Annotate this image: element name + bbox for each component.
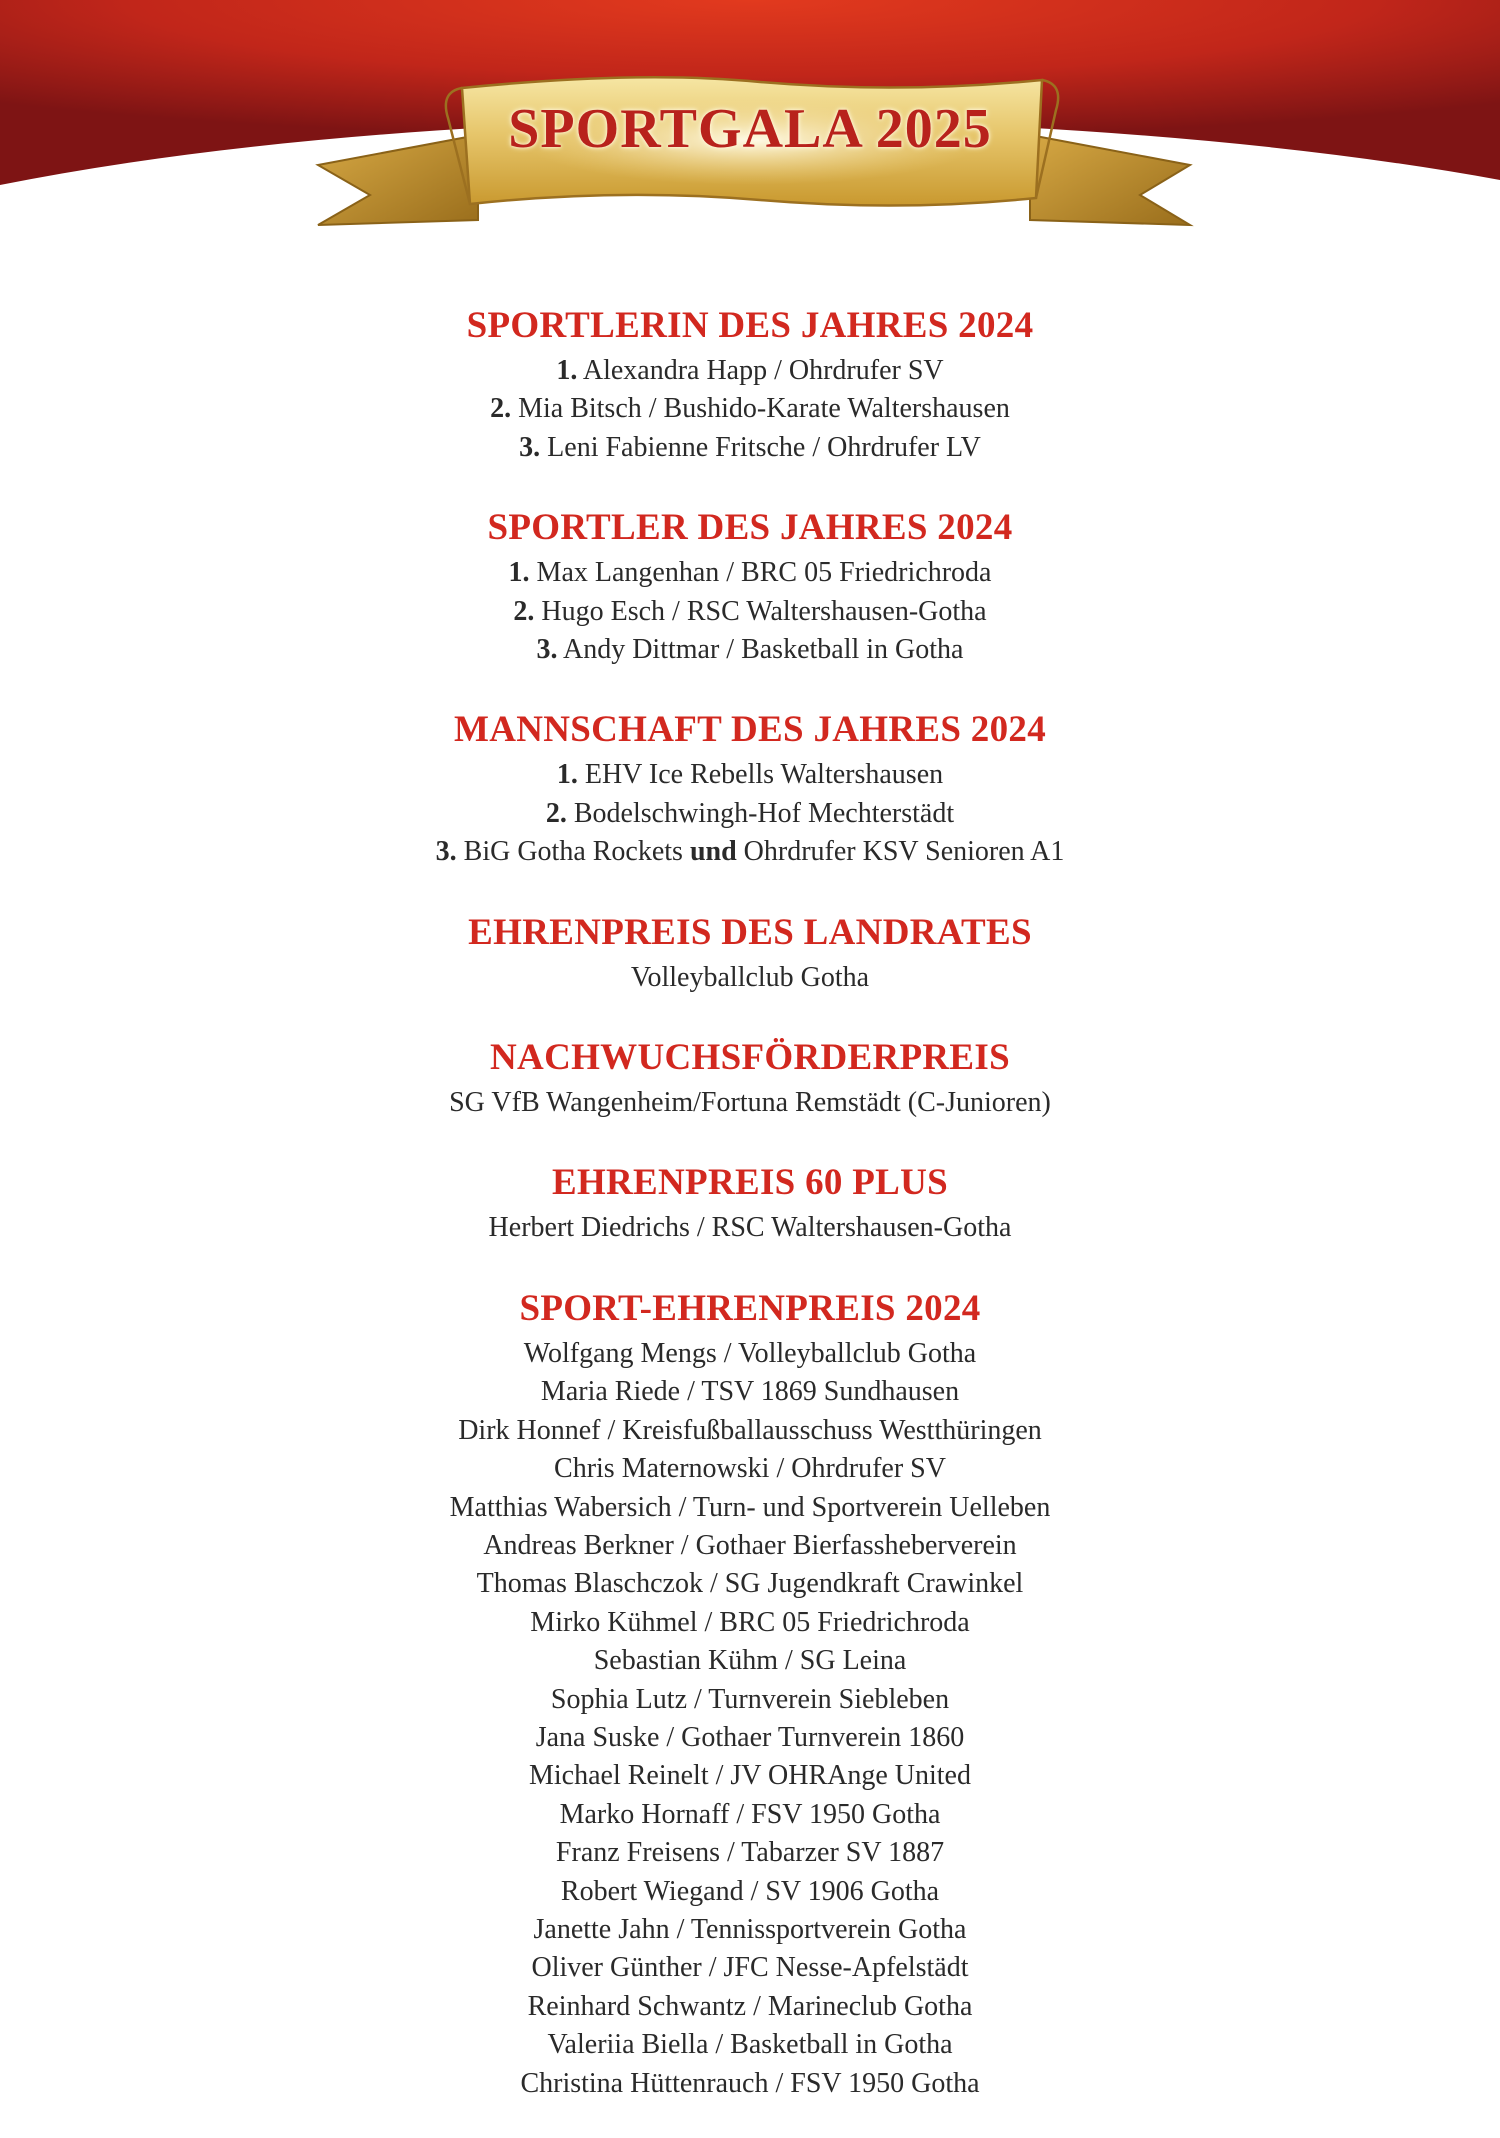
section-ehrenpreis-landrat bbox=[0, 907, 1500, 997]
list-item: Matthias Wabersich / Turn- und Sportverein Uelleben bbox=[449, 1491, 1051, 1523]
list-item: Janette Jahn / Tennissportverein Gotha bbox=[533, 1913, 967, 1945]
list-item: Valeriia Biella / Basketball in Gotha bbox=[547, 2029, 953, 2061]
list-item: Volleyballclub Gotha bbox=[630, 961, 870, 993]
section-nachwuchs bbox=[0, 1032, 1500, 1122]
list-item bbox=[0, 795, 1500, 833]
list-item: Maria Riede / TSV 1869 Sundhausen bbox=[540, 1376, 960, 1408]
list-item: Dirk Honnef / Kreisfußballausschuss Westthüringen bbox=[458, 1414, 1042, 1446]
entry-text: Hugo Esch / RSC Waltershausen-Gotha bbox=[541, 595, 987, 627]
entry-text: Andy Dittmar / Basketball in Gotha bbox=[562, 634, 964, 666]
entry-text: Bodelschwingh-Hof Mechterstädt bbox=[573, 797, 955, 829]
rank-number: 2. bbox=[513, 595, 535, 627]
entry-text: BiG Gotha Rockets bbox=[463, 836, 683, 868]
page-title: SPORTGALA 2025 bbox=[508, 98, 992, 160]
rank-number: 1. bbox=[556, 759, 578, 791]
list-item bbox=[0, 833, 1500, 871]
list-item: Christina Hüttenrauch / FSV 1950 Gotha bbox=[520, 2067, 980, 2099]
list-item: Oliver Günther / JFC Nesse-Apfelstädt bbox=[531, 1952, 969, 1984]
section-title: SPORTLERIN DES JAHRES 2024 bbox=[466, 305, 1034, 346]
list-item: Sebastian Kühm / SG Leina bbox=[593, 1645, 907, 1677]
section-title: SPORTLER DES JAHRES 2024 bbox=[487, 507, 1013, 549]
section-title: EHRENPREIS 60 PLUS bbox=[551, 1162, 949, 1204]
list-item: Andreas Berkner / Gothaer Bierfassheberverein bbox=[483, 1529, 1017, 1561]
list-item bbox=[0, 593, 1500, 631]
list-item: Michael Reinelt / JV OHRAnge United bbox=[529, 1760, 971, 1792]
list-item: Reinhard Schwantz / Marineclub Gotha bbox=[527, 1990, 973, 2022]
rank-number: 2. bbox=[490, 393, 512, 425]
list-item: Mirko Kühmel / BRC 05 Friedrichroda bbox=[530, 1606, 970, 1638]
rank-number: 2. bbox=[545, 797, 567, 829]
list-item: SG VfB Wangenheim/Fortuna Remstädt (C-Junioren) bbox=[449, 1087, 1051, 1119]
rank-number: 3. bbox=[519, 431, 541, 463]
list-item: Robert Wiegand / SV 1906 Gotha bbox=[560, 1875, 940, 1907]
rank-number: 3. bbox=[536, 634, 558, 666]
section-sportler bbox=[0, 502, 1500, 669]
section-60-plus bbox=[0, 1157, 1500, 1247]
list-item: Chris Maternowski / Ohrdrufer SV bbox=[554, 1453, 946, 1485]
list-item: Jana Suske / Gothaer Turnverein 1860 bbox=[535, 1721, 965, 1753]
awards-list bbox=[0, 300, 1500, 2138]
list-item: Sophia Lutz / Turnverein Siebleben bbox=[550, 1683, 950, 1715]
list-item bbox=[0, 756, 1500, 794]
entry-text: Leni Fabienne Fritsche / Ohrdrufer LV bbox=[547, 431, 981, 463]
section-title: SPORT-EHRENPREIS 2024 bbox=[519, 1287, 981, 1329]
list-item bbox=[0, 554, 1500, 592]
section-sportlerin bbox=[0, 300, 1500, 467]
rank-number: 3. bbox=[435, 836, 457, 868]
section-title: EHRENPREIS DES LANDRATES bbox=[468, 911, 1032, 953]
list-item: Franz Freisens / Tabarzer SV 1887 bbox=[555, 1837, 945, 1869]
list-item bbox=[0, 631, 1500, 669]
rank-number: 1. bbox=[508, 557, 530, 589]
list-item bbox=[0, 352, 1500, 390]
rank-number: 1. bbox=[556, 355, 578, 386]
section-sport-ehrenpreis bbox=[0, 1283, 1500, 2103]
entry-text: Ohrdrufer KSV Senioren A1 bbox=[743, 836, 1065, 868]
list-item: Wolfgang Mengs / Volleyballclub Gotha bbox=[523, 1337, 977, 1369]
list-item: Herbert Diedrichs / RSC Waltershausen-Gotha bbox=[488, 1212, 1012, 1244]
entry-text: Alexandra Happ / Ohrdrufer SV bbox=[582, 355, 944, 386]
entry-text: Mia Bitsch / Bushido-Karate Waltershausen bbox=[518, 393, 1010, 425]
section-title: NACHWUCHSFÖRDERPREIS bbox=[490, 1037, 1010, 1079]
entry-text: Max Langenhan / BRC 05 Friedrichroda bbox=[536, 557, 992, 589]
section-title: MANNSCHAFT DES JAHRES 2024 bbox=[454, 709, 1046, 751]
list-item bbox=[0, 390, 1500, 428]
list-item: Marko Hornaff / FSV 1950 Gotha bbox=[559, 1798, 941, 1830]
entry-text: EHV Ice Rebells Waltershausen bbox=[584, 759, 944, 791]
list-item bbox=[0, 429, 1500, 467]
connector-word: und bbox=[689, 836, 737, 868]
section-mannschaft bbox=[0, 704, 1500, 871]
list-item: Thomas Blaschczok / SG Jugendkraft Crawinkel bbox=[476, 1568, 1024, 1600]
